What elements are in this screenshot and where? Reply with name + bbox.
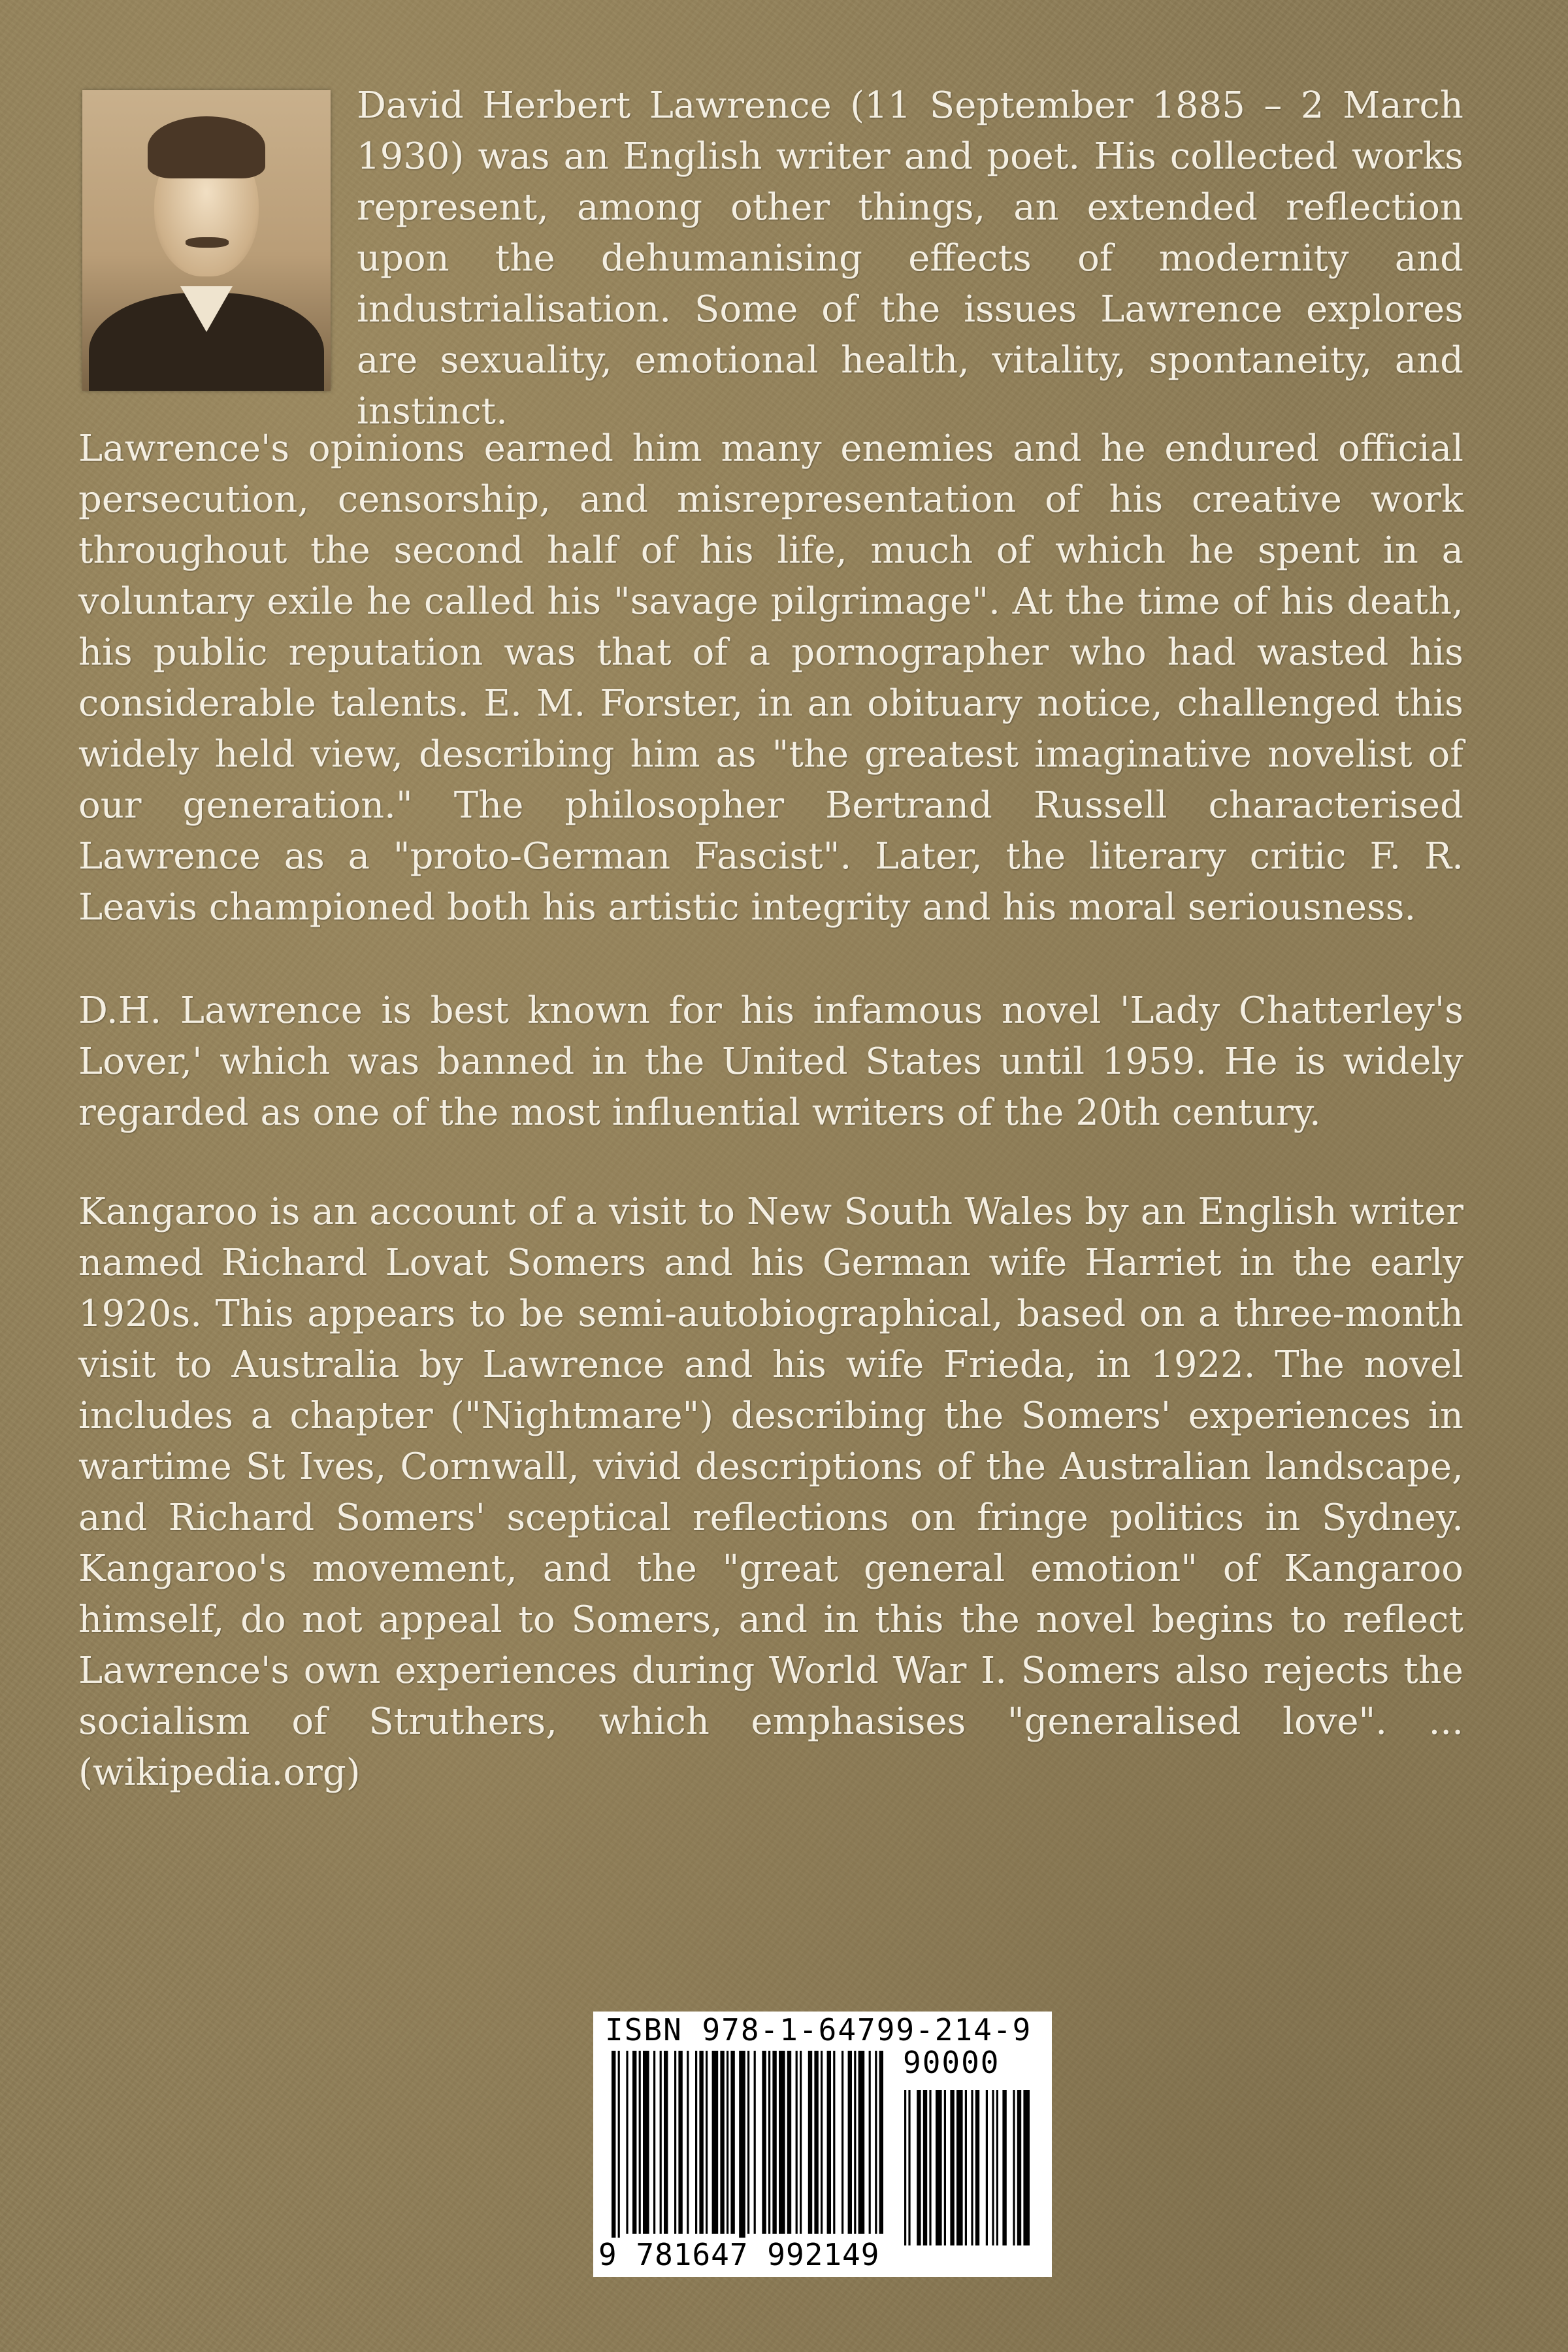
barcode-bar	[965, 2090, 967, 2245]
barcode-bar	[986, 2090, 988, 2245]
barcode-bar	[762, 2051, 766, 2234]
barcode-bar	[879, 2051, 883, 2234]
barcode-bar	[848, 2051, 852, 2234]
author-portrait	[82, 90, 331, 391]
barcode-bar	[929, 2090, 931, 2245]
barcode-bar	[720, 2051, 724, 2234]
barcode-bar	[632, 2051, 636, 2234]
barcode-bar	[730, 2051, 734, 2234]
barcode-bar	[772, 2051, 776, 2234]
barcode-bar	[664, 2051, 668, 2234]
barcode-bar	[1017, 2090, 1021, 2245]
barcode-bar	[858, 2051, 865, 2234]
barcode-bar	[800, 2051, 802, 2234]
barcode-bar	[612, 2051, 615, 2245]
barcode-bar	[754, 2051, 756, 2234]
isbn-barcode-box	[593, 2012, 1052, 2277]
barcode-bar	[904, 2090, 906, 2245]
barcode-bar	[712, 2051, 719, 2234]
barcode-bar	[869, 2051, 871, 2234]
barcode-bar	[643, 2051, 649, 2234]
barcode-bar	[653, 2051, 655, 2234]
barcode-bar	[639, 2051, 641, 2234]
barcode-bar	[814, 2051, 818, 2234]
barcode-bar	[833, 2051, 835, 2234]
barcode-bar	[618, 2051, 620, 2245]
barcode-bar	[727, 2051, 728, 2234]
barcode-bar	[841, 2051, 843, 2234]
barcode-bar	[1002, 2090, 1006, 2245]
barcode-digits: 9 781647 992149	[598, 2237, 880, 2272]
barcode-bar	[787, 2051, 791, 2234]
barcode-bar	[1013, 2090, 1015, 2245]
barcode-bar	[936, 2090, 942, 2245]
barcode-bar	[768, 2051, 770, 2234]
barcode-bar	[699, 2051, 703, 2234]
bio-paragraph-1: David Herbert Lawrence (11 September 1885 – 2 March 1930) was an English writer and poet. His collected works represent, among other things, an extended reflection upon the dehumanising effects of modernity and industrialisation. Some of the issues Lawrence explores are sexuality, emotional health, vitality, spontaneity, and instinct.	[357, 84, 1463, 433]
barcode-bar	[660, 2051, 662, 2234]
bio-paragraph-3: D.H. Lawrence is best known for his infamous novel 'Lady Chatterley's Lover,' which was banned in the United States until 1959. He is widely regarded as one of the most influential writers of the 20th century.	[78, 989, 1463, 1134]
barcode-bar	[747, 2051, 749, 2234]
barcode-bar	[739, 2051, 745, 2245]
barcode-bar	[944, 2090, 946, 2245]
barcode-bar	[687, 2051, 689, 2234]
barcode-bar	[975, 2090, 979, 2245]
barcode-bar	[956, 2090, 963, 2245]
barcode-bar	[923, 2090, 927, 2245]
barcode-bar	[875, 2051, 877, 2234]
isbn-label: ISBN 978-1-64799-214-9	[605, 2012, 1032, 2047]
barcode-bar	[695, 2051, 697, 2234]
barcode-bar	[626, 2051, 628, 2234]
barcode-bar	[971, 2090, 973, 2245]
barcode-bar	[678, 2051, 682, 2234]
barcode-bar	[908, 2090, 910, 2245]
barcode-bar	[674, 2051, 676, 2234]
barcode-bar	[917, 2090, 921, 2245]
bio-paragraph-2: Lawrence's opinions earned him many enemies and he endured official persecution, censorship, and misrepresentation of his creative work throughout the second half of his life, much of which he spent in a voluntary exile he called his "savage pilgrimage". At the time of his death, his public reputation was that of a pornographer who had wasted his considerable talents. E. M. Forster, in an obituary notice, challenged this widely held view, describing him as "the greatest imaginative novelist of our generation." The philosopher Bertrand Russell characterised Lawrence as a "proto-German Fascist". Later, the literary critic F. R. Leavis championed both his artistic integrity and his moral seriousness.	[78, 427, 1463, 929]
barcode-bar	[827, 2051, 831, 2234]
barcode-bar	[1023, 2090, 1030, 2245]
barcode-bar	[854, 2051, 856, 2234]
barcode-bar	[796, 2051, 798, 2234]
barcode-bar	[821, 2051, 823, 2234]
barcode-bar	[996, 2090, 998, 2245]
barcode-bar	[992, 2090, 994, 2245]
synopsis-paragraph: Kangaroo is an account of a visit to New South Wales by an English writer named Richard Lovat Somers and his German wife Harriet in the early 1920s. This appears to be semi-autobiographical, based on a three-month visit to Australia by Lawrence and his wife Frieda, in 1922. The novel includes a chapter ("Nightmare") describing the Somers' experiences in wartime St Ives, Cornwall, vivid descriptions of the Australian landscape, and Richard Somers' sceptical reflections on fringe politics in Sydney. Kangaroo's movement, and the "great general emotion" of Kangaroo himself, do not appeal to Somers, and in this the novel begins to reflect Lawrence's own experiences during World War I. Somers also rejects the socialism of Struthers, which emphasises "generalised love". ... (wikipedia.org)	[78, 1191, 1463, 1794]
price-code: 90000	[903, 2045, 1000, 2080]
barcode-bar	[779, 2051, 785, 2234]
barcode-bar	[706, 2051, 708, 2234]
barcode-bar	[950, 2090, 954, 2245]
barcode-bar	[808, 2051, 812, 2234]
